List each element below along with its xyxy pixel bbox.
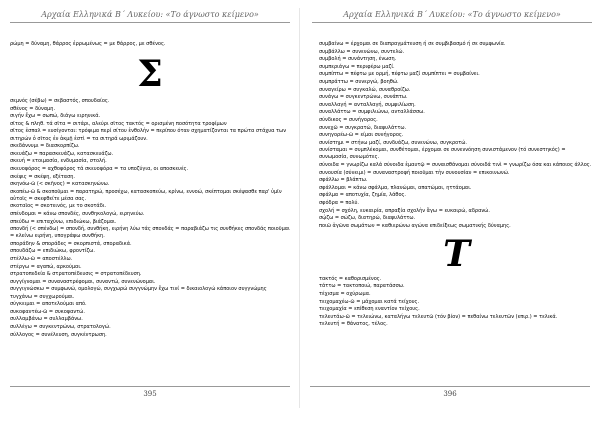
glossary-entry: στρατοπεδεία & στρατοπέδευσις = στρατοπέδευση. [10,271,142,278]
page-header: Αρχαία Ελληνικά Β΄ Λυκείου: «Το άγνωστο κείμενο» [10,10,290,23]
glossary-entry: τελευτή = θάνατος, τέλος. [319,321,388,328]
glossary-entry: σπένδομαι = κάνω σπονδές, συνθηκολογώ, ειρηνεύω. [10,211,145,217]
glossary-entry: τελευτάω-ῶ = τελειώνω, καταλήγω τελευτῶ (τόν βίον) = πεθαίνω τελευτῶν (επιρ.) = τελικά. [319,313,558,320]
glossary-entry: τακτός = καθορισμένος. [319,275,382,282]
glossary-entry: συναλλάττω = συμφιλιώνω, ανταλλάσσω. [319,109,425,116]
glossary-entry: στέργω = αγαπώ, αρκούμαι. [10,263,82,270]
glossary-entry: συμπράττω = συνεργώ, βοηθώ. [319,78,399,85]
glossary-entry: συγγιγνώσκω = συμφωνώ, ομολογώ, συγχωρώ συγγνώμην ἔχω τινί = δικαιολογώ κάποιον συγγνώμης τυγχάνω = συγχωρούμαι. [10,286,267,300]
glossary-entry: στέλλω-ῶ = αποστέλλω. [10,256,73,263]
glossary-entry: συμβαίνω = έρχομαι σε διαπραγμάτευση ή σε συμβιβασμό ή σε συμφωνία. [319,41,506,47]
glossary-entry: συνουσία (σύνειμι) = συναναστροφή ποιοῦμαι τὴν συνουσίαν = επικοινωνώ. [319,169,510,176]
glossary-entry: συνίσταμαι = συμπλέκομαι, συνθέτομαι, έρχομαι σε συνεννόηση συνιστάμενον (τό συνεστηκός) = συνωμοσία, συνωμότες. [319,147,566,161]
glossary-entry: τειχομαχία = επίθεση εναντίον τείχους. [319,306,420,313]
glossary-entry: συλλέγω = συγκεντρώνω, στρατολογώ. [10,323,111,330]
glossary-entry: σύγκειμαι = αποτελούμαι από. [10,301,87,308]
glossary-entry: σφάλλομαι = κάνω σφάλμα, πλανώμαι, απατώμαι, ηττάομαι. [319,184,472,191]
glossary-entry: συνίστημι = στήνω μαζί, συνδυάζω, συνενώνω, συγκροτώ. [319,139,467,146]
glossary-entry: συμπίπτω = πέφτω με ορμή, πέφτω μαζί συμπίπτει = συμβαίνει. [319,71,480,78]
page-number: 395 [143,390,157,398]
glossary-entry: συκοφαντέω-ῶ = συκοφαντώ. [10,308,85,315]
page-header: Αρχαία Ελληνικά Β΄ Λυκείου: «Το άγνωστο κείμενο» [312,10,592,23]
glossary-content-left [10,41,290,339]
glossary-entry: σκευοφόρος = αχθοφόρος τά σκευοφόρα = τα υποζύγια, οι αποσκευές. [10,165,189,172]
glossary-entry: σθένος = δύναμη. [10,105,56,112]
footer-divider [10,386,290,387]
glossary-entry: συναγείρω = συγκαλώ, συναθροίζω. [319,86,411,93]
glossary-entry: σύνοιδα = γνωρίζω καλά σύνοιδα ἐμαυτῷ = συναισθάνομαι σύνοιδά τινὶ = γνωρίζω όσα και κάποιος άλλος. [319,162,592,168]
glossary-entry: συναλλαγή = ανταλλαγή, συμφιλίωση. [319,101,416,108]
glossary-entry: συνηγορέω-ῶ = είμαι συνήγορος. [319,132,404,139]
page-number: 396 [443,390,457,398]
glossary-entry: συμβάλλω = συνενώνω, συντελώ. [319,48,405,55]
glossary-entry: σκοπέω-ῶ & σκοποῦμαι = παρατηρώ, προσέχω, κατασκοπεύω, κρίνω, εννοώ, σκέπτομαι σκέψασθε παρ' ὑμῖν αὐτοῖς = σκεφθείτε μέσα σας. [10,188,282,202]
glossary-entry: συμπεριάγω = περιφέρω μαζί. [319,63,395,70]
glossary-entry: σφάλμα = αποτυχία, ζημία, λάθος. [319,192,407,199]
glossary-entry: σκευή = ετοιμασία, ενδυμασία, στολή. [10,158,107,165]
glossary-entry: σύνδικος = συνήγορος. [319,116,378,123]
footer-divider [310,386,590,387]
section-letter-tau: Τ [443,232,470,275]
glossary-content-right [319,41,594,329]
glossary-entry: σῖτος ἐσπαλ = ευσίγονται: τρόφιμα περί σίτου ἐνθολὴν = περίπου όταν σχηματίζονται τα πρώτα στάχυα των σιτηρών ὁ σῖτος ἐν ἀκμῇ ἐστὶ = τα σιτηρά ωριμάζουν. [10,128,287,142]
glossary-entry: τάττω = τακτοποιώ, παρατάσσω. [319,283,405,290]
glossary-entry: σφόδρα = πολύ. [319,199,359,206]
glossary-entry: σεμνός (σέβω) = σεβαστός, σπουδαίος. [10,98,110,105]
glossary-entry: σιγήν ἔχω = σωπώ, διάγω ειρηνικά. [10,113,101,120]
glossary-entry: ποιῶ ἀγῶνα σωμάτων = καθιερώνω αγώνα επιδείξεως σωματικής δύναμης. [319,222,511,229]
glossary-entry: σῴζω = σώζω, διατηρώ, διαφυλάττω. [319,215,416,222]
glossary-entry: συνάγω = συγκεντρώνω, συνάπτω. [319,94,408,101]
glossary-entry: σκευάζω = παρασκευάζω, κατασκευάζω. [10,150,114,157]
glossary-entry: σκοταῖος = σκοτεινός, με το σκοτάδι. [10,203,107,210]
glossary-entry: συγγίγνομαι = συναναστρέφομαι, συναντώ, συνενώνομαι. [10,278,156,285]
glossary-entry: σκεδάννυμι = διασκορπίζω. [10,143,80,150]
glossary-entry: συνεχῶ = συγκρατώ, διαφυλάττω. [319,124,407,131]
glossary-entry: σποράδην & σποράδες = σκορπιστά, σποραδικά. [10,240,132,247]
glossary-entry: σπονδή (< σπένδω) = σπονδή, συνθήκη, ειρήνη λύω τάς σπονδάς = παραβιάζω τις συνθήκες σπονδάς ποιοῦμαι = κλείνω ειρήνη, υπογράφω συνθήκη. [10,226,290,240]
glossary-entry: σπεύδω = επιταχύνω, επιδιώκω, βιάζομαι. [10,218,117,225]
section-letter-sigma: Σ [137,53,163,96]
glossary-entry: τέχισμα = οχύρωμα. [319,291,371,298]
glossary-entry: συμβολή = συνάντηση, ένωση. [319,56,397,63]
glossary-entry: σύλλογος = συνέλευση, συγκέντρωση. [10,331,107,338]
glossary-entry: σχολή = σχόλη, ευκαιρία, απραξία σχολὴν ἄγω = ευκαιρώ, αδρανώ. [319,207,490,214]
glossary-entry: σπουδάζω = επιδιώκω, φροντίζω. [10,248,95,255]
glossary-entry: συλλαμβάνω = συλλαμβάνω. [10,316,83,323]
glossary-entry: σῖτος & πληθ. τά σῖτα = σιτάρι, αλεύρι σῖτος τακτός = ορισμένη ποσότητα τροφίμων [10,120,227,127]
glossary-entry: σκέψις = σκέψη, εξέταση. [10,173,76,180]
glossary-entry: τειχομαχέω-ῶ = μάχομαι κατά τείχους. [319,298,420,305]
glossary-entry: σφάλλω = βλάπτω. [319,177,368,184]
right-page [300,0,600,423]
glossary-entry: ρώμη = δύναμη, θάρρος ἐρρωμένως = με θάρρος, με σθένος. [10,41,166,47]
glossary-entry: σκηνόω-ῶ (< σκῆνος) = κατασκηνώνω. [10,181,110,188]
